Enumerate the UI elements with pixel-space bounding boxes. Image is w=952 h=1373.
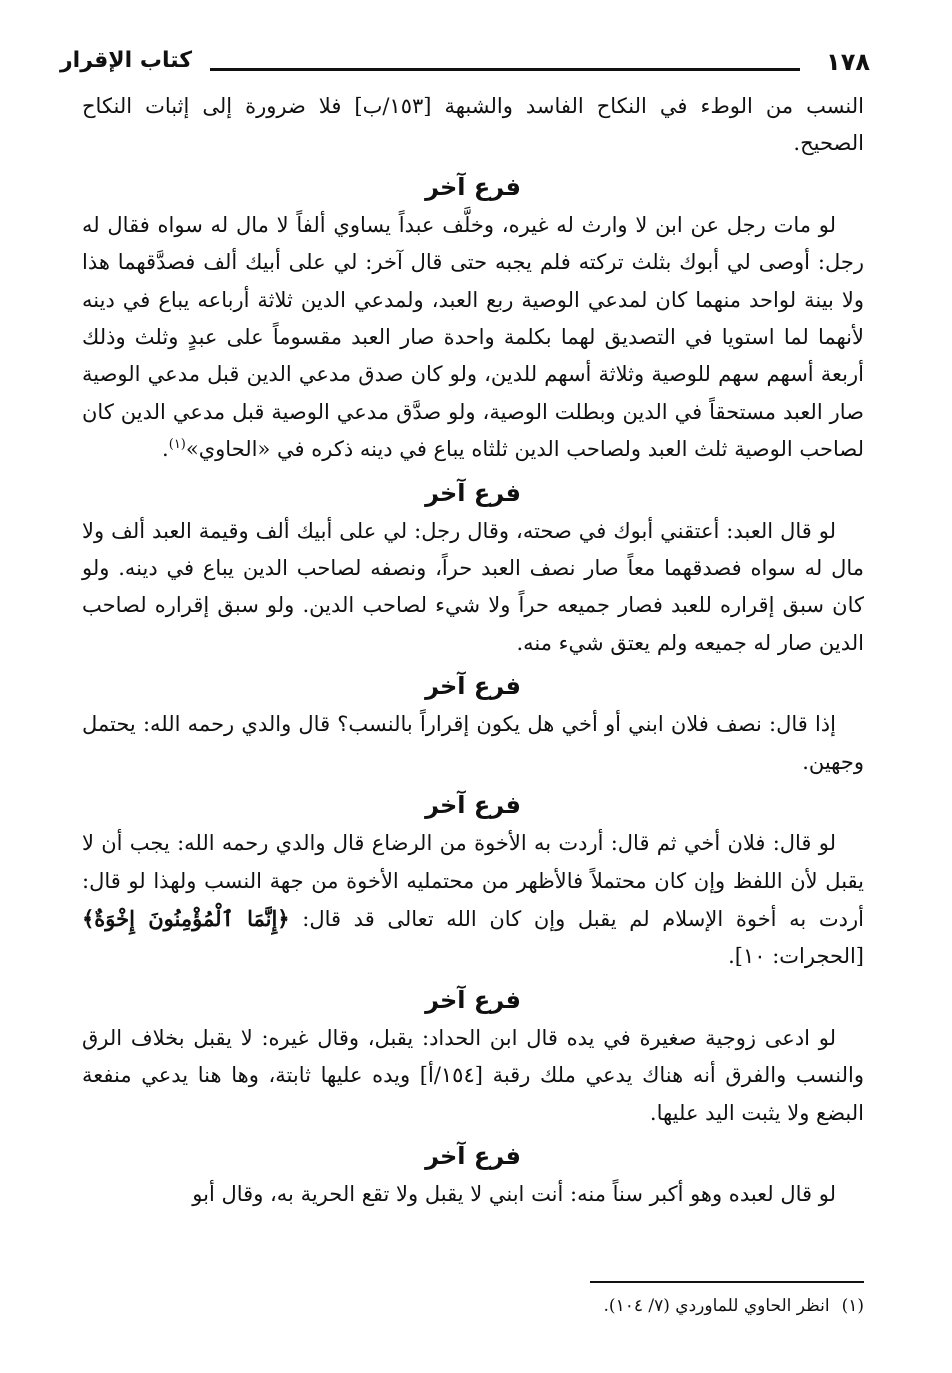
paragraph: لو قال لعبده وهو أكبر سناً منه: أنت ابني لا يقبل ولا تقع الحرية به، وقال أبو bbox=[192, 1181, 836, 1206]
paragraph: إذا قال: نصف فلان ابني أو أخي هل يكون إقراراً بالنسب؟ قال والدي رحمه الله: يحتمل وجهين. bbox=[82, 712, 864, 774]
paragraph-text: لو مات رجل عن ابن لا وارث له غيره، وخلَّف عبداً يساوي ألفاً لا مال له سواه فقال له رجل: أوصى لي أبوك بثلث تركته فلم يجبه حتى قال آخر: لي على أبيك ألف فصدَّقهما هذا ولا بينة لواحد منهما كان لمدعي الوصية ربع العبد، ولمدعي الدين ثلاثة أرباعه يباع في دينه لأنهما لما استويا في التصديق لهما بكلمة واحدة صار العبد مقسوماً على عبدٍ وثلث وذلك أربعة أسهم سهم للوصية وثلاثة أسهم للدين، ولو كان صدق مدعي الدين قبل مدعي الوصية صار العبد مستحقاً في الدين وبطلت الوصية، ولو صدَّق مدعي الوصية قبل مدعي الدين كان لصاحب الوصية ثلث العبد ولصاحب الدين ثلثاه يباع في دينه ذكره في «الحاوي» bbox=[82, 212, 864, 462]
footnote-separator bbox=[590, 1281, 864, 1283]
paragraph bbox=[82, 825, 864, 976]
footnote-number: (١) bbox=[841, 1296, 864, 1316]
section-heading: فرع آخر bbox=[425, 791, 521, 820]
page-body bbox=[82, 88, 864, 1213]
footnote-text: انظر الحاوي للماوردي (٧/ ١٠٤). bbox=[603, 1296, 830, 1316]
paragraph: لو ادعى زوجية صغيرة في يده قال ابن الحداد: يقبل، وقال غيره: لا يقبل بخلاف الرق والنسب والفرق أنه هناك يدعي ملك رقبة [١٥٤/أ] ويده عليها ثابتة، وها هنا يدعي منفعة البضع ولا يثبت اليد عليها. bbox=[82, 1025, 864, 1125]
footnote bbox=[82, 1292, 864, 1320]
running-header bbox=[60, 44, 870, 84]
section-heading: فرع آخر bbox=[425, 1141, 521, 1170]
paragraph-end: . bbox=[162, 437, 169, 462]
section-heading: فرع آخر bbox=[425, 172, 521, 201]
page-number: ١٧٨ bbox=[826, 48, 870, 76]
book-title: كتاب الإقرار bbox=[60, 48, 193, 73]
quran-verse: ﴿إِنَّمَا ٱلْمُؤْمِنُونَ إِخْوَةٌ﴾ bbox=[82, 905, 290, 931]
paragraph: لو قال العبد: أعتقني أبوك في صحته، وقال رجل: لي على أبيك ألف وقيمة العبد ألف ولا مال له سواه فصدقهما معاً صار نصف العبد حراً، ونصفه لصاحب الدين يباع في دينه. ولو كان سبق إقراره للعبد فصار جميعه حراً ولا شيء لصاحب الدين. ولو سبق إقراره لصاحب الدين صار له جميعه ولم يعتق شيء منه. bbox=[82, 518, 864, 655]
paragraph-text: لو قال: فلان أخي ثم قال: أردت به الأخوة من الرضاع قال والدي رحمه الله: يجب أن لا يقبل لأن اللفظ وإن كان محتملاً فالأظهر من محتمليه الأخوة من جهة النسب ولهذا لو قال: أردت به أخوة الإسلام لم يقبل وإن كان الله تعالى قد قال: bbox=[82, 831, 864, 931]
section-heading: فرع آخر bbox=[425, 478, 521, 507]
paragraph bbox=[82, 207, 864, 469]
footnote-reference: (١) bbox=[168, 437, 186, 453]
header-rule bbox=[210, 68, 800, 71]
section-heading: فرع آخر bbox=[425, 985, 521, 1014]
paragraph-continued: النسب من الوطء في النكاح الفاسد والشبهة [١٥٣/ب] فلا ضرورة إلى إثبات النكاح الصحيح. bbox=[82, 94, 865, 156]
section-heading: فرع آخر bbox=[425, 672, 521, 701]
verse-citation: [الحجرات: ١٠]. bbox=[728, 944, 864, 969]
